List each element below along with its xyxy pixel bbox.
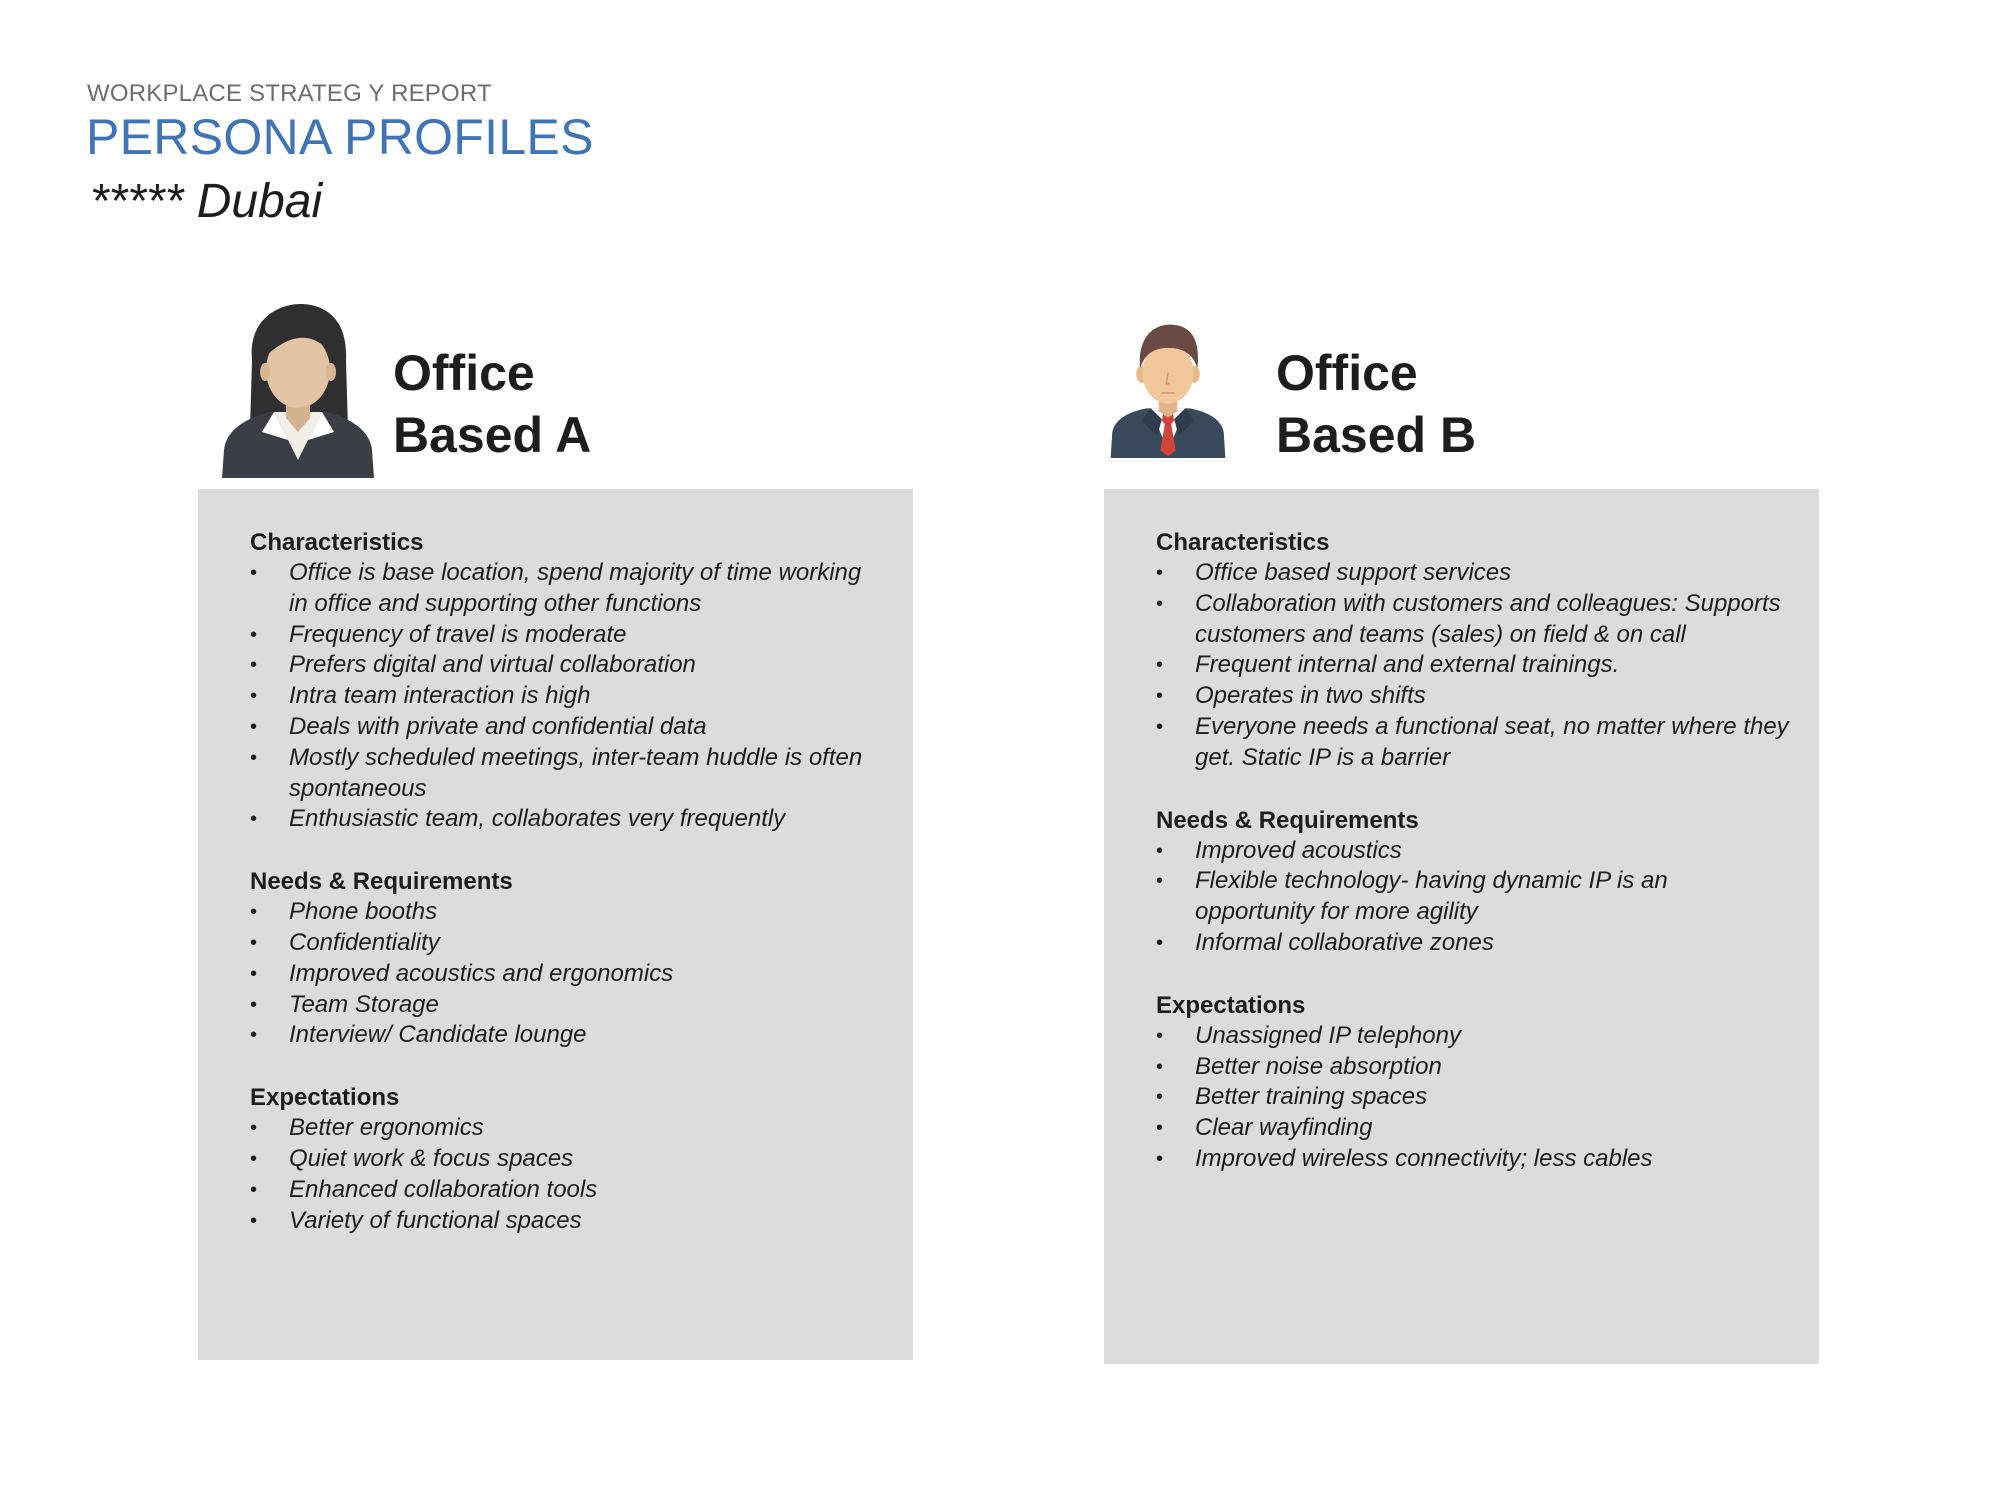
list-item: • Office based support services xyxy=(1156,558,1789,589)
list-item: • Intra team interaction is high xyxy=(250,681,883,712)
characteristics-section xyxy=(1156,527,1789,774)
persona-card-content xyxy=(1156,527,1789,1206)
persona-card-a xyxy=(198,489,913,1360)
list-item: • Enhanced collaboration tools xyxy=(250,1175,883,1206)
list-item: • Improved acoustics and ergonomics xyxy=(250,959,883,990)
page-title: PERSONA PROFILES xyxy=(86,109,594,165)
list-item: • Collaboration with customers and colleagues: Supports customers and teams (sales) on field & on call xyxy=(1156,589,1789,651)
expectations-section xyxy=(1156,990,1789,1175)
characteristics-list xyxy=(250,558,883,835)
list-item: • Frequent internal and external trainings. xyxy=(1156,650,1789,681)
needs-section xyxy=(250,866,883,1051)
list-item: • Mostly scheduled meetings, inter-team huddle is often spontaneous xyxy=(250,743,883,805)
list-item: • Clear wayfinding xyxy=(1156,1113,1789,1144)
section-heading: Needs & Requirements xyxy=(250,868,513,896)
needs-list xyxy=(250,897,883,1051)
list-item: • Enthusiastic team, collaborates very frequently xyxy=(250,804,883,835)
list-item: • Better training spaces xyxy=(1156,1082,1789,1113)
persona-name-line1: Office xyxy=(393,345,535,401)
list-item: • Better ergonomics xyxy=(250,1113,883,1144)
list-item: • Improved wireless connectivity; less cables xyxy=(1156,1144,1789,1175)
section-heading: Characteristics xyxy=(1156,529,1330,556)
list-item: • Frequency of travel is moderate xyxy=(250,620,883,651)
section-heading: Expectations xyxy=(250,1084,400,1112)
persona-name-line2: Based B xyxy=(1276,407,1477,463)
list-item: • Operates in two shifts xyxy=(1156,681,1789,712)
expectations-list xyxy=(250,1113,883,1236)
list-item: • Flexible technology- having dynamic IP is an opportunity for more agility xyxy=(1156,866,1789,928)
list-item: • Interview/ Candidate lounge xyxy=(250,1020,883,1051)
list-item: • Unassigned IP telephony xyxy=(1156,1021,1789,1052)
location-subtitle: ***** Dubai xyxy=(90,175,323,228)
expectations-section xyxy=(250,1082,883,1236)
list-item: • Office is base location, spend majority of time working in office and supporting other functions xyxy=(250,558,883,620)
list-item: • Quiet work & focus spaces xyxy=(250,1144,883,1175)
persona-name-line2: Based A xyxy=(393,407,592,463)
persona-name-a xyxy=(393,342,591,466)
list-item: • Better noise absorption xyxy=(1156,1052,1789,1083)
persona-name-b xyxy=(1276,342,1476,466)
list-item: • Informal collaborative zones xyxy=(1156,928,1789,959)
list-item: • Improved acoustics xyxy=(1156,836,1789,867)
expectations-list xyxy=(1156,1021,1789,1175)
list-item: • Variety of functional spaces xyxy=(250,1206,883,1237)
list-item: • Prefers digital and virtual collaboration xyxy=(250,650,883,681)
section-heading: Needs & Requirements xyxy=(1156,806,1419,834)
persona-name-line1: Office xyxy=(1276,345,1418,401)
characteristics-list xyxy=(1156,558,1789,774)
list-item: • Deals with private and confidential data xyxy=(250,712,883,743)
needs-list xyxy=(1156,836,1789,959)
section-heading: Expectations xyxy=(1156,991,1306,1019)
characteristics-section xyxy=(250,527,883,835)
list-item: • Phone booths xyxy=(250,897,883,928)
list-item: • Everyone needs a functional seat, no matter where they get. Static IP is a barrier xyxy=(1156,712,1789,774)
needs-section xyxy=(1156,805,1789,959)
report-label: WORKPLACE STRATEG Y REPORT xyxy=(87,80,492,107)
persona-card-b xyxy=(1104,489,1819,1364)
list-item: • Team Storage xyxy=(250,990,883,1021)
section-heading: Characteristics xyxy=(250,529,424,556)
businesswoman-avatar-icon xyxy=(218,300,378,478)
businessman-avatar-icon xyxy=(1106,300,1230,478)
list-item: • Confidentiality xyxy=(250,928,883,959)
persona-card-content xyxy=(250,527,883,1267)
